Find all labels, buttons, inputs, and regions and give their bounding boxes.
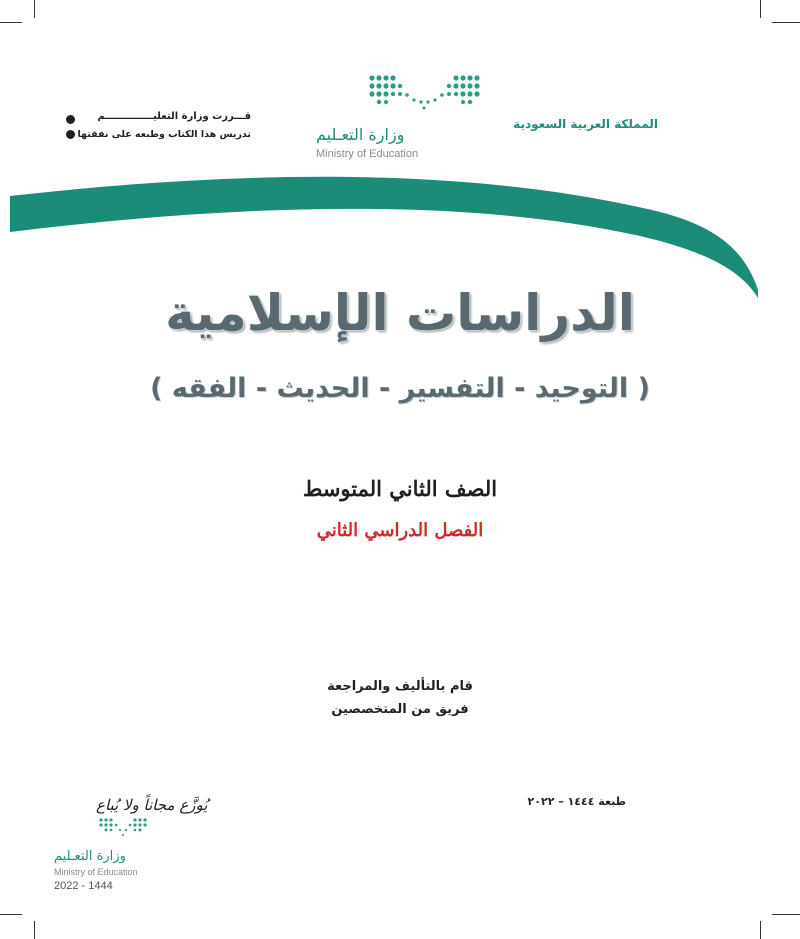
- book-subtitle: ( التوحيد - التفسير - الحديث - الفقه ): [150, 373, 650, 404]
- crop-mark: [760, 921, 761, 939]
- crop-mark: [0, 914, 22, 915]
- authors-line-2: فريق من المتخصصين: [331, 702, 469, 717]
- grade-level: الصف الثاني المتوسط: [302, 476, 498, 501]
- ministry-name-arabic: وزارة التعـليم: [316, 125, 405, 144]
- decorative-arc: [0, 0, 800, 310]
- crop-mark: [34, 921, 35, 939]
- footer-ministry-arabic: وزارة التعـليم: [54, 849, 126, 864]
- ministry-name-english: Ministry of Education: [316, 148, 419, 160]
- edition-text: طبعة ١٤٤٤ – ٢٠٢٢: [527, 795, 626, 808]
- decree-line-1: قـــررت وزارة التعليــــــــــــــم: [97, 111, 251, 122]
- footer-year: 2022 - 1444: [54, 880, 113, 892]
- decree-line-2: تدريس هذا الكتاب وطبعه على نفقتها: [77, 129, 251, 140]
- kingdom-name: المملكة العربية السعودية: [513, 117, 658, 131]
- free-distribution-text: يُوزَّع مجاناً ولا يُباع: [96, 796, 208, 814]
- ministry-logo-small-icon: [98, 817, 148, 841]
- footer-ministry-english: Ministry of Education: [54, 867, 138, 877]
- book-title: الدراسات الإسلامية: [165, 284, 635, 342]
- semester: الفصل الدراسي الثاني: [316, 520, 484, 541]
- authors-line-1: قام بالتأليف والمراجعة: [327, 679, 473, 694]
- crop-mark: [772, 914, 800, 915]
